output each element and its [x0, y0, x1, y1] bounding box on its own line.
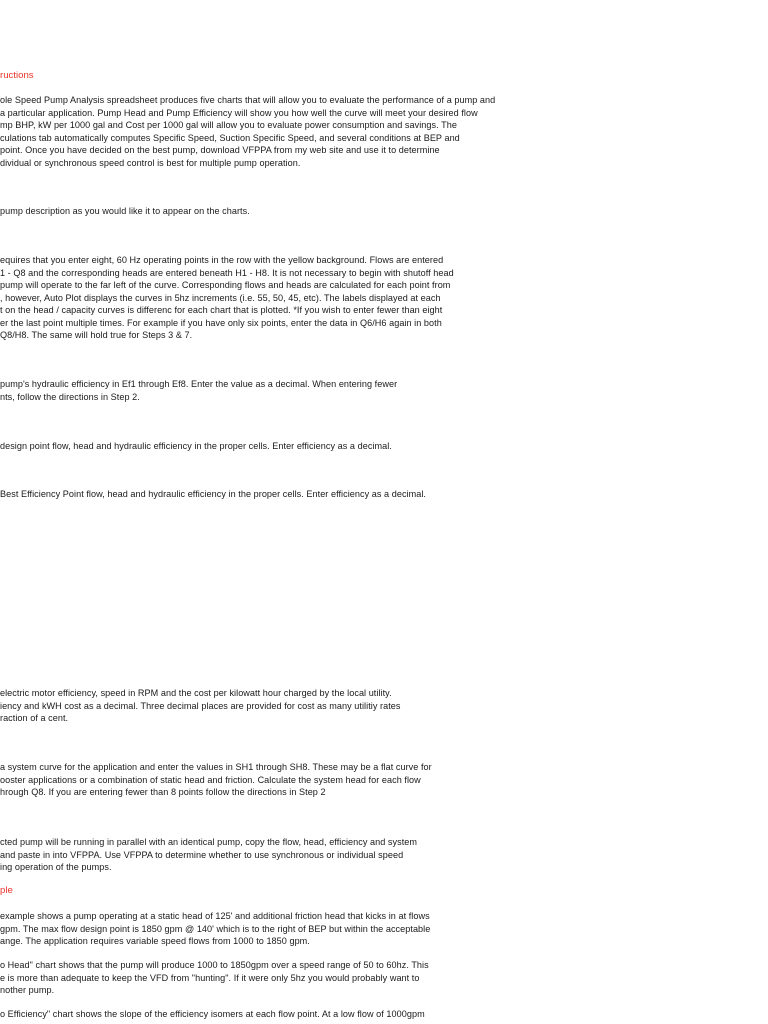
text-line: hrough Q8. If you are entering fewer than 8 points follow the directions in Step 2 — [0, 787, 326, 797]
text-line: mp BHP, kW per 1000 gal and Cost per 1000 gal will allow you to evaluate power consumption and savings. The — [0, 120, 457, 130]
step-8-paragraph — [0, 836, 590, 874]
text-line: a particular application. Pump Head and Pump Efficiency will show you how well the curve will meet your desired flow — [0, 107, 478, 118]
text-line: ooster applications or a combination of static head and friction. Calculate the system head for each flow — [0, 774, 421, 785]
instructions-heading: ructions — [0, 70, 34, 81]
text-line: ing operation of the pumps. — [0, 862, 112, 872]
text-line: and paste in into VFPPA. Use VFPPA to determine whether to use synchronous or individual speed — [0, 849, 404, 860]
text-line: dividual or synchronous speed control is best for multiple pump operation. — [0, 157, 301, 168]
text-line: electric motor efficiency, speed in RPM and the cost per kilowatt hour charged by the local utility. — [0, 688, 392, 698]
text-line: a system curve for the application and enter the values in SH1 through SH8. These may be a flat curve for — [0, 762, 432, 772]
text-line: point. Once you have decided on the best pump, download VFPPA from my web site and use it to determine — [0, 145, 440, 155]
intro-paragraph — [0, 94, 590, 169]
text-line: ange. The application requires variable speed flows from 1000 to 1850 gpm. — [0, 936, 310, 946]
text-line: raction of a cent. — [0, 713, 69, 723]
text-line: culations tab automatically computes Specific Speed, Suction Specific Speed, and several conditions at BEP and — [0, 132, 460, 143]
text-line: pump's hydraulic efficiency in Ef1 through Ef8. Enter the value as a decimal. When entering fewer — [0, 379, 398, 389]
text-line: o Efficiency" chart shows the slope of the efficiency isomers at each flow point. At a low flow of 1000gpm — [0, 1009, 425, 1019]
example-paragraph-2 — [0, 959, 590, 997]
step-3-paragraph — [0, 378, 590, 403]
step-2-paragraph — [0, 254, 590, 342]
text-line: iency and kWH cost as a decimal. Three decimal places are provided for cost as many utilitiy rates — [0, 700, 401, 711]
step-4-paragraph — [0, 440, 590, 453]
text-line: nother pump. — [0, 985, 55, 995]
text-line: nts, follow the directions in Step 2. — [0, 391, 140, 402]
text-line: o Head" chart shows that the pump will produce 1000 to 1850gpm over a speed range of 50 to 60hz. This — [0, 960, 429, 970]
text-line: Best Efficiency Point flow, head and hydraulic efficiency in the proper cells. Enter efficiency as a decimal. — [0, 489, 427, 499]
text-line: e is more than adequate to keep the VFD from "hunting". If it were only 5hz you would probably want to — [0, 972, 420, 983]
text-line: cted pump will be running in parallel with an identical pump, copy the flow, head, efficiency and system — [0, 837, 418, 847]
text-line: design point flow, head and hydraulic efficiency in the proper cells. Enter efficiency as a decimal. — [0, 441, 392, 451]
text-line: t on the head / capacity curves is differenc for each chart that is plotted. *If you wish to enter fewer than eight — [0, 305, 443, 315]
text-line: Q8/H8. The same will hold true for Steps 3 & 7. — [0, 330, 193, 340]
text-line: er the last point multiple times. For example if you have only six points, enter the data in Q6/H6 again in both — [0, 317, 442, 328]
step-1-paragraph — [0, 205, 590, 218]
text-line: example shows a pump operating at a static head of 125' and additional friction head that kicks in at flows — [0, 911, 430, 921]
text-line: ole Speed Pump Analysis spreadsheet produces five charts that will allow you to evaluate the performance of a pump and — [0, 95, 496, 105]
example-heading: ple — [0, 885, 13, 896]
example-paragraph-3 — [0, 1008, 590, 1021]
text-line: pump description as you would like it to appear on the charts. — [0, 206, 250, 216]
text-line: gpm. The max flow design point is 1850 gpm @ 140' which is to the right of BEP but within the acceptable — [0, 923, 431, 934]
step-6-paragraph — [0, 687, 590, 725]
text-line: , however, Auto Plot displays the curves in 5hz increments (i.e. 55, 50, 45, etc). The labels displayed at each — [0, 292, 441, 303]
text-line: pump will operate to the far left of the curve. Corresponding flows and heads are calculated for each point from — [0, 280, 451, 290]
text-line: equires that you enter eight, 60 Hz operating points in the row with the yellow background. Flows are entered — [0, 255, 444, 265]
text-line: 1 - Q8 and the corresponding heads are entered beneath H1 - H8. It is not necessary to begin with shutoff head — [0, 267, 454, 278]
example-paragraph-1 — [0, 910, 590, 948]
step-7-paragraph — [0, 761, 590, 799]
step-5-paragraph — [0, 488, 590, 501]
